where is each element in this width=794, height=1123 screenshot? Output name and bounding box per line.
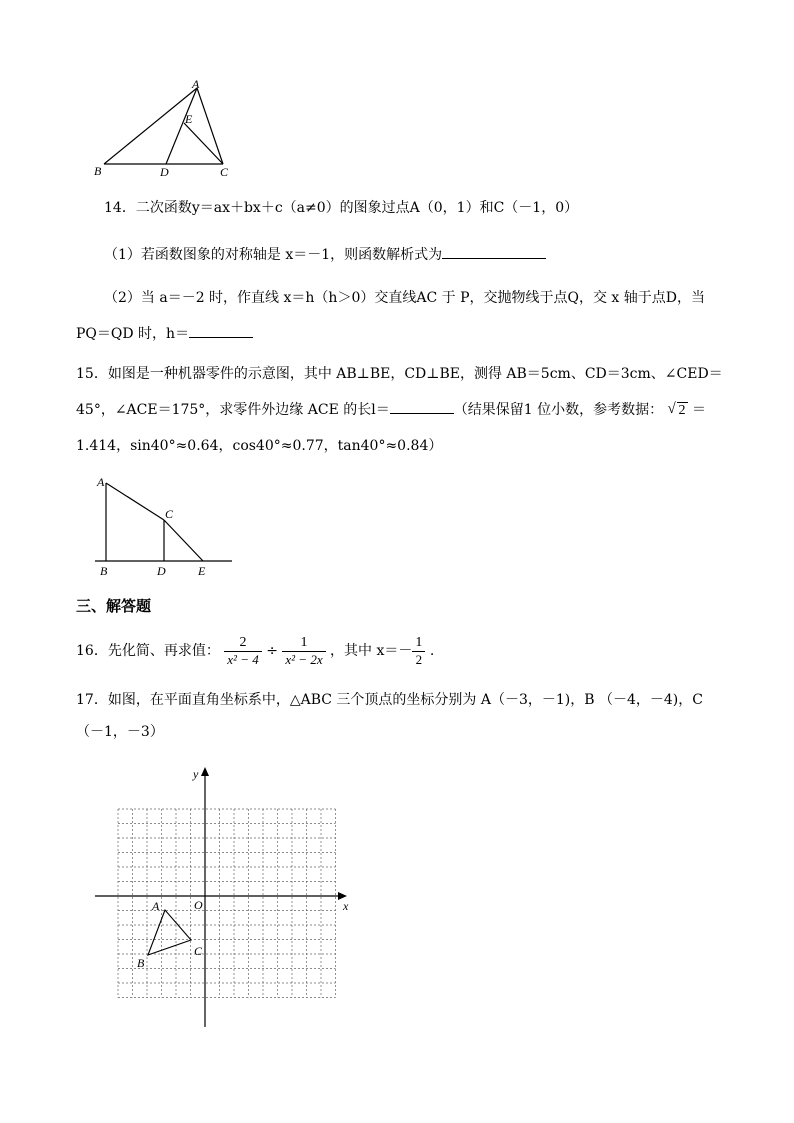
q15-line3: 1.414，sin40°≈0.64，cos40°≈0.77，tan40°≈0.84）	[76, 438, 443, 454]
q16-mid: ，其中 x＝－	[330, 643, 413, 659]
fraction-1-denominator: x² − 4	[224, 651, 261, 668]
q17-line2: （－1，－3）	[76, 724, 164, 740]
origin-label: O	[194, 898, 203, 912]
q17-line1: 17．如图，在平面直角坐标系中，△ABC 三个顶点的坐标分别为 A（－3，－1)，B （－4，－4)，C	[76, 692, 703, 708]
segment-ec	[184, 123, 223, 164]
segment-ad	[166, 88, 197, 164]
q15-answer-blank[interactable]	[390, 398, 454, 414]
q14-stem: 14．二次函数y＝ax＋bx＋c（a≠0）的图象过点A（0，1）和C（－1，0）	[104, 200, 579, 216]
q14-answer-blank-1[interactable]	[442, 243, 546, 259]
y-axis-label: y	[193, 767, 199, 781]
segment-ac	[106, 483, 164, 520]
section-title: 三、解答题	[76, 597, 152, 615]
label-c: C	[194, 944, 203, 958]
q15-line2-text-b: （结果保留1 位小数，参考数据：	[453, 402, 664, 418]
fraction-3-denominator: 2	[412, 651, 425, 668]
x-axis-label: x	[343, 899, 349, 913]
label-d: D	[160, 165, 169, 179]
segment-ab	[104, 88, 197, 164]
q15-line1: 15．如图是一种机器零件的示意图，其中 AB⊥BE，CD⊥BE，测得 AB＝5cm、CD＝3cm、∠CED＝	[76, 366, 723, 382]
q14-part1	[104, 243, 546, 265]
label-e: E	[185, 112, 193, 126]
fraction-3-numerator: 1	[415, 634, 423, 650]
division-sign: ÷	[266, 643, 278, 659]
label-d: D	[157, 564, 166, 578]
label-a: A	[152, 899, 160, 913]
label-a: A	[97, 475, 105, 489]
q14-part1-text: （1）若函数图象的对称轴是 x＝－1，则函数解析式为	[104, 247, 443, 263]
label-a: A	[192, 78, 200, 91]
fraction-3	[412, 635, 425, 668]
label-b: B	[137, 956, 145, 970]
label-b: B	[94, 164, 102, 178]
machine-part-figure	[92, 473, 242, 583]
coordinate-grid-figure	[90, 762, 360, 1030]
sqrt-symbol: √	[667, 401, 676, 417]
triangle-abc	[148, 910, 191, 955]
q16-end: .	[429, 643, 435, 659]
y-axis-arrow	[201, 767, 209, 776]
q15-line2-text-a: 45°，∠ACE＝175°，求零件外边缘 ACE 的长l＝	[76, 402, 390, 418]
q16-line	[76, 633, 434, 669]
q14-part2-line2	[76, 322, 253, 344]
q15-line2	[76, 398, 706, 421]
grid-lines	[118, 809, 336, 998]
fraction-2-denominator: x² − 2x	[282, 651, 325, 668]
fraction-1	[224, 635, 261, 668]
label-b: B	[100, 564, 108, 578]
q15-line2-text-c: ＝	[692, 402, 706, 418]
sqrt-two	[668, 401, 688, 421]
q14-answer-blank-2[interactable]	[189, 322, 253, 338]
fraction-2	[282, 635, 325, 668]
fraction-2-numerator: 1	[300, 634, 308, 650]
triangle-figure	[90, 78, 240, 182]
segment-ac	[197, 88, 223, 164]
q14-part2-text: PQ＝QD 时，h＝	[76, 326, 190, 342]
label-c: C	[165, 507, 174, 521]
label-c: C	[220, 165, 229, 179]
label-e: E	[198, 564, 206, 578]
fraction-1-numerator: 2	[239, 634, 247, 650]
q14-part2-line1: （2）当 a＝－2 时，作直线 x＝h（h＞0）交直线AC 于 P，交抛物线于点Q，交 x 轴于点D，当	[104, 290, 705, 306]
segment-ce	[164, 520, 203, 561]
sqrt-radicand: 2	[678, 403, 686, 418]
q16-prefix: 16．先化简、再求值：	[76, 643, 220, 659]
